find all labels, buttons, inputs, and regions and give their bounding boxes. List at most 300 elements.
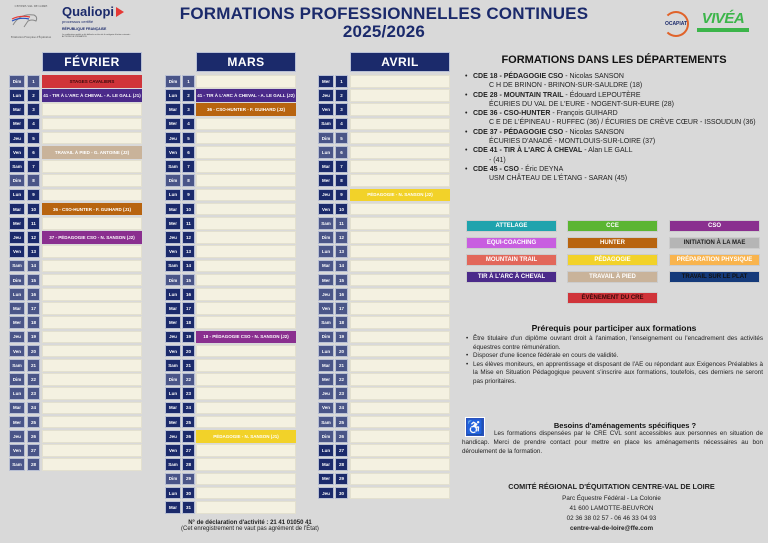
day-number: 21	[182, 359, 195, 372]
department-place: ÉCURIES D'ANADÉ - MONTLOUIS-SUR-LOIRE (37)	[489, 138, 656, 146]
accessibility-text: Les formations dispensées par le CRE CVL sont accessibles aux personnes en situation de handicap. Merci de prendre contact pour mettre en place les aménagements nécessaires au bon déroulement de la formation.	[462, 430, 763, 455]
day-number: 26	[27, 430, 40, 443]
day-name: Ven	[9, 245, 25, 258]
department-instructor: - François GUIHARD	[550, 110, 618, 118]
event-cell[interactable]: PÉDAGOGIE - N. SANSON (J1)	[196, 430, 296, 443]
day-number: 1	[182, 75, 195, 88]
day-number: 9	[335, 189, 348, 202]
day-name: Mar	[318, 160, 334, 173]
empty-cell	[350, 487, 450, 500]
day-name: Dim	[165, 473, 181, 486]
day-number: 9	[182, 189, 195, 202]
day-name: Lun	[165, 89, 181, 102]
empty-cell	[42, 103, 142, 116]
cre-logo	[10, 4, 52, 40]
empty-cell	[196, 203, 296, 216]
empty-cell	[42, 288, 142, 301]
department-item	[465, 128, 765, 147]
contact-city: 41 600 LAMOTTE-BEUVRON	[569, 505, 654, 512]
day-number: 20	[182, 345, 195, 358]
day-name: Sam	[318, 217, 334, 230]
day-name: Dim	[318, 132, 334, 145]
contact-block	[455, 482, 768, 534]
day-number: 7	[182, 160, 195, 173]
month-header: FÉVRIER	[42, 52, 142, 72]
day-name: Dim	[9, 274, 25, 287]
day-name: Jeu	[165, 132, 181, 145]
day-number: 20	[27, 345, 40, 358]
day-number: 3	[182, 103, 195, 116]
ocapiat-logo: OCAPIAT	[663, 11, 689, 37]
day-number: 19	[335, 331, 348, 344]
day-number: 25	[182, 416, 195, 429]
event-cell[interactable]: STAGES CAVALIERS	[42, 75, 142, 88]
day-number: 23	[182, 387, 195, 400]
day-name: Mar	[318, 260, 334, 273]
day-name: Ven	[165, 245, 181, 258]
empty-cell	[42, 458, 142, 471]
day-number: 8	[182, 174, 195, 187]
empty-cell	[42, 416, 142, 429]
day-number: 16	[335, 288, 348, 301]
empty-cell	[196, 444, 296, 457]
empty-cell	[42, 160, 142, 173]
day-name: Lun	[318, 345, 334, 358]
day-number: 3	[27, 103, 40, 116]
day-number: 22	[335, 373, 348, 386]
empty-cell	[42, 430, 142, 443]
empty-cell	[350, 387, 450, 400]
empty-cell	[350, 331, 450, 344]
day-name: Mar	[9, 203, 25, 216]
day-name: Lun	[165, 288, 181, 301]
day-number: 30	[335, 487, 348, 500]
day-name: Sam	[9, 260, 25, 273]
empty-cell	[350, 430, 450, 443]
qualiopi-arrow-icon	[116, 7, 124, 17]
vivea-bar	[697, 28, 749, 32]
day-name: Ven	[9, 444, 25, 457]
day-number: 18	[27, 316, 40, 329]
day-number: 17	[27, 302, 40, 315]
day-number: 22	[27, 373, 40, 386]
empty-cell	[350, 118, 450, 131]
day-number: 1	[27, 75, 40, 88]
day-name: Sam	[165, 458, 181, 471]
day-name: Jeu	[318, 288, 334, 301]
day-name: Jeu	[9, 331, 25, 344]
day-number: 21	[27, 359, 40, 372]
day-number: 11	[335, 217, 348, 230]
empty-cell	[42, 132, 142, 145]
day-number: 6	[27, 146, 40, 159]
empty-cell	[350, 473, 450, 486]
empty-cell	[196, 288, 296, 301]
day-name: Mer	[9, 316, 25, 329]
cre-logo-text: CENTRE-VAL DE LOIRE	[14, 4, 48, 8]
day-name: Sam	[9, 359, 25, 372]
day-name: Lun	[318, 444, 334, 457]
qualiopi-note: La certification qualité a été délivrée au titre de la catégorie d'action suivante : ACTIONS DE FORMATION	[62, 34, 131, 38]
empty-cell	[196, 75, 296, 88]
republique-text: RÉPUBLIQUE FRANÇAISE	[62, 27, 107, 31]
day-name: Sam	[9, 160, 25, 173]
day-name: Ven	[318, 302, 334, 315]
horse-logo-icon	[10, 9, 40, 29]
day-name: Jeu	[318, 89, 334, 102]
day-name: Mer	[165, 316, 181, 329]
day-number: 12	[335, 231, 348, 244]
day-name: Mar	[318, 458, 334, 471]
empty-cell	[350, 245, 450, 258]
qualiopi-text: Qualiopi	[62, 4, 114, 19]
empty-cell	[350, 231, 450, 244]
day-number: 5	[335, 132, 348, 145]
contact-org: COMITÉ RÉGIONAL D'ÉQUITATION CENTRE-VAL DE LOIRE	[508, 482, 715, 491]
day-number: 5	[27, 132, 40, 145]
empty-cell	[350, 260, 450, 273]
day-number: 28	[27, 458, 40, 471]
accessibility-title: Besoins d'aménagements spécifiques ?	[553, 421, 697, 430]
empty-cell	[350, 416, 450, 429]
empty-cell	[196, 174, 296, 187]
day-number: 6	[182, 146, 195, 159]
day-name: Sam	[165, 359, 181, 372]
department-course: CDE 18 - PÉDAGOGIE CSO	[473, 73, 564, 80]
day-name: Lun	[9, 189, 25, 202]
day-name: Lun	[9, 387, 25, 400]
day-number: 15	[182, 274, 195, 287]
day-name: Mar	[165, 501, 181, 514]
empty-cell	[196, 245, 296, 258]
empty-cell	[196, 118, 296, 131]
prerequisites-title: Prérequis pour participer aux formations	[531, 323, 697, 333]
day-number: 14	[182, 260, 195, 273]
empty-cell	[350, 302, 450, 315]
day-number: 26	[182, 430, 195, 443]
day-number: 23	[335, 387, 348, 400]
day-number: 8	[335, 174, 348, 187]
departments-list	[465, 72, 765, 184]
day-name: Lun	[165, 387, 181, 400]
empty-cell	[350, 103, 450, 116]
day-name: Ven	[318, 402, 334, 415]
day-name: Mer	[9, 416, 25, 429]
day-number: 15	[27, 274, 40, 287]
day-name: Mar	[165, 302, 181, 315]
day-number: 15	[335, 274, 348, 287]
day-name: Lun	[318, 245, 334, 258]
day-name: Dim	[9, 75, 25, 88]
department-instructor: - Éric DEYNA	[518, 165, 564, 173]
wheelchair-icon: ♿	[465, 417, 485, 437]
day-name: Dim	[165, 75, 181, 88]
day-number: 4	[335, 118, 348, 131]
empty-cell	[42, 359, 142, 372]
vivea-text: VIVÉA	[701, 10, 745, 27]
title-line2: 2025/2026	[342, 22, 426, 41]
empty-cell	[196, 402, 296, 415]
empty-cell	[196, 373, 296, 386]
empty-cell	[350, 444, 450, 457]
empty-cell	[196, 160, 296, 173]
empty-cell	[196, 302, 296, 315]
empty-cell	[350, 345, 450, 358]
day-number: 10	[27, 203, 40, 216]
day-number: 7	[335, 160, 348, 173]
event-cell[interactable]: 18 - PÉDAGOGIE CSO - N. SANSON (J2)	[196, 331, 296, 344]
day-number: 26	[335, 430, 348, 443]
day-name: Mer	[318, 274, 334, 287]
day-name: Jeu	[318, 387, 334, 400]
prerequisite-item: • Être titulaire d'un diplôme ouvrant droit à l'animation, l'enseignement ou l'encadrement des activités équestres contre rémunération.	[465, 335, 763, 352]
empty-cell	[350, 288, 450, 301]
day-number: 2	[182, 89, 195, 102]
empty-cell	[350, 274, 450, 287]
legend-item: EQUI-COACHING	[466, 237, 557, 249]
day-number: 19	[182, 331, 195, 344]
day-name: Ven	[165, 345, 181, 358]
day-name: Jeu	[165, 231, 181, 244]
empty-cell	[350, 373, 450, 386]
event-cell[interactable]: 37 - PÉDAGOGIE CSO - N. SANSON (J2)	[42, 231, 142, 244]
legend-item: ÉVÈNEMENT DU CRE	[567, 292, 658, 304]
event-cell[interactable]: 41 - TIR À L'ARC À CHEVAL - A. LE GALL (J2)	[196, 89, 296, 102]
day-number: 23	[27, 387, 40, 400]
day-name: Sam	[318, 416, 334, 429]
day-name: Ven	[9, 345, 25, 358]
day-number: 27	[27, 444, 40, 457]
empty-cell	[196, 345, 296, 358]
empty-cell	[196, 501, 296, 514]
day-name: Mer	[165, 217, 181, 230]
day-name: Mar	[318, 359, 334, 372]
day-name: Jeu	[9, 231, 25, 244]
empty-cell	[42, 444, 142, 457]
vivea-logo	[697, 10, 749, 38]
declaration	[150, 520, 350, 532]
department-place: ÉCURIES DU VAL DE L'EURE - NOGENT-SUR-EURE (28)	[489, 100, 674, 108]
empty-cell	[42, 387, 142, 400]
day-number: 18	[182, 316, 195, 329]
contact-address: Parc Équestre Fédéral - La Colonie	[562, 495, 661, 502]
event-cell[interactable]: TRAVAIL À PIED - G. ANTOINE (J2)	[42, 146, 142, 159]
day-name: Dim	[318, 331, 334, 344]
day-number: 30	[182, 487, 195, 500]
day-name: Jeu	[165, 430, 181, 443]
event-cell[interactable]: 41 - TIR À L'ARC À CHEVAL - A. LE GALL (J1)	[42, 89, 142, 102]
empty-cell	[196, 473, 296, 486]
day-number: 3	[335, 103, 348, 116]
day-number: 13	[335, 245, 348, 258]
department-place: C E DE L'ÉPINEAU - RUFFEC (36) / ÉCURIES DE CRÈVE CŒUR - ISSOUDUN (36)	[489, 119, 756, 127]
day-number: 8	[27, 174, 40, 187]
department-item	[465, 72, 765, 91]
day-number: 17	[182, 302, 195, 315]
day-name: Dim	[165, 174, 181, 187]
empty-cell	[42, 217, 142, 230]
day-number: 17	[335, 302, 348, 315]
day-number: 5	[182, 132, 195, 145]
day-number: 22	[182, 373, 195, 386]
legend-item: MOUNTAIN TRAIL	[466, 254, 557, 266]
empty-cell	[42, 345, 142, 358]
day-name: Mar	[9, 302, 25, 315]
day-number: 27	[335, 444, 348, 457]
empty-cell	[350, 458, 450, 471]
legend-item: CSO	[669, 220, 760, 232]
day-number: 6	[335, 146, 348, 159]
department-instructor: - Alan LE GALL	[582, 147, 633, 155]
legend-item: PRÉPARATION PHYSIQUE	[669, 254, 760, 266]
day-name: Dim	[9, 174, 25, 187]
day-number: 4	[27, 118, 40, 131]
day-number: 13	[182, 245, 195, 258]
day-number: 12	[27, 231, 40, 244]
legend-item: TIR À L'ARC À CHEVAL	[466, 271, 557, 283]
day-name: Lun	[165, 189, 181, 202]
contact-phone: 02 36 38 02 57 - 06 46 33 04 93	[566, 515, 657, 522]
day-number: 25	[335, 416, 348, 429]
declaration-note: (Cet enregistrement ne vaut pas agrément de l'État)	[181, 526, 319, 532]
day-number: 11	[27, 217, 40, 230]
departments-title: FORMATIONS DANS LES DÉPARTEMENTS	[501, 54, 727, 66]
day-name: Ven	[165, 444, 181, 457]
day-name: Jeu	[9, 132, 25, 145]
empty-cell	[196, 416, 296, 429]
day-name: Mer	[318, 473, 334, 486]
contact-email[interactable]: centre-val-de-loire@ffe.com	[569, 525, 654, 532]
empty-cell	[196, 387, 296, 400]
prerequisite-item: • Disposer d'une licence fédérale en cours de validité.	[465, 352, 763, 361]
event-cell[interactable]: 36 - CSO-HUNTER - F. GUIHARD (J1)	[42, 203, 142, 216]
day-name: Jeu	[318, 189, 334, 202]
empty-cell	[42, 331, 142, 344]
qualiopi-logo	[62, 4, 137, 38]
day-number: 10	[335, 203, 348, 216]
day-name: Mar	[165, 203, 181, 216]
empty-cell	[42, 373, 142, 386]
day-number: 24	[182, 402, 195, 415]
day-name: Mer	[318, 373, 334, 386]
empty-cell	[196, 487, 296, 500]
empty-cell	[196, 217, 296, 230]
day-name: Dim	[165, 373, 181, 386]
day-name: Mar	[9, 402, 25, 415]
legend-item: CCE	[567, 220, 658, 232]
day-number: 28	[335, 458, 348, 471]
day-name: Sam	[165, 160, 181, 173]
day-name: Jeu	[9, 430, 25, 443]
day-number: 11	[182, 217, 195, 230]
page-title	[140, 5, 628, 41]
day-number: 20	[335, 345, 348, 358]
day-number: 21	[335, 359, 348, 372]
department-course: CDE 37 - PÉDAGOGIE CSO	[473, 128, 564, 136]
day-number: 16	[182, 288, 195, 301]
day-number: 9	[27, 189, 40, 202]
day-name: Ven	[9, 146, 25, 159]
empty-cell	[350, 146, 450, 159]
empty-cell	[196, 274, 296, 287]
empty-cell	[350, 316, 450, 329]
day-name: Mer	[165, 118, 181, 131]
day-name: Lun	[9, 89, 25, 102]
day-name: Ven	[165, 146, 181, 159]
day-name: Mer	[318, 174, 334, 187]
day-name: Mer	[318, 75, 334, 88]
legend-item: TRAVAIL SUR LE PLAT	[669, 271, 760, 283]
department-item	[465, 165, 765, 184]
empty-cell	[42, 274, 142, 287]
prerequisite-item: • Les élèves moniteurs, en apprentissage et disposant de l'AE ou répondant aux Exigences Préalables à la Mise en Situation Pédagogique peuvent s'inscrire aux formations, toutefois, ces derniers ne seront pas prioritaires.	[465, 361, 763, 387]
legend-item: TRAVAIL À PIED	[567, 271, 658, 283]
day-name: Sam	[165, 260, 181, 273]
day-number: 16	[27, 288, 40, 301]
department-course: CDE 41 - TIR À L'ARC À CHEVAL	[473, 147, 583, 155]
event-cell[interactable]: PÉDAGOGIE - N. SANSON (J2)	[350, 189, 450, 202]
day-number: 13	[27, 245, 40, 258]
legend-item: PÉDAGOGIE	[567, 254, 658, 266]
empty-cell	[42, 189, 142, 202]
day-number: 18	[335, 316, 348, 329]
department-place: USM CHÂTEAU DE L'ÉTANG - SARAN (45)	[489, 175, 628, 183]
day-number: 2	[27, 89, 40, 102]
empty-cell	[350, 203, 450, 216]
day-number: 10	[182, 203, 195, 216]
day-name: Dim	[9, 373, 25, 386]
day-number: 14	[335, 260, 348, 273]
day-number: 31	[182, 501, 195, 514]
day-number: 19	[27, 331, 40, 344]
department-item	[465, 109, 765, 128]
day-name: Lun	[318, 146, 334, 159]
day-number: 25	[27, 416, 40, 429]
department-instructor: - Édouard LEPOUTÈRE	[563, 91, 641, 99]
empty-cell	[196, 260, 296, 273]
prerequisites-list	[465, 335, 763, 387]
empty-cell	[42, 174, 142, 187]
event-cell[interactable]: 36 - CSO-HUNTER - F. GUIHARD (J2)	[196, 103, 296, 116]
empty-cell	[350, 132, 450, 145]
department-course: CDE 45 - CSO	[473, 165, 519, 173]
day-name: Mar	[9, 103, 25, 116]
day-name: Mer	[9, 217, 25, 230]
day-name: Mar	[165, 402, 181, 415]
legend-item: HUNTER	[567, 237, 658, 249]
department-course: CDE 28 - MOUNTAIN TRAIL	[473, 91, 564, 99]
day-number: 24	[27, 402, 40, 415]
day-number: 27	[182, 444, 195, 457]
day-number: 7	[27, 160, 40, 173]
declaration-number: N° de déclaration d'activité : 21 41 01050 41	[188, 520, 312, 526]
day-number: 1	[335, 75, 348, 88]
empty-cell	[42, 402, 142, 415]
empty-cell	[196, 458, 296, 471]
day-name: Mer	[9, 118, 25, 131]
empty-cell	[350, 174, 450, 187]
department-item	[465, 146, 765, 165]
empty-cell	[196, 189, 296, 202]
empty-cell	[196, 359, 296, 372]
empty-cell	[42, 260, 142, 273]
day-name: Sam	[318, 118, 334, 131]
day-name: Mar	[165, 103, 181, 116]
empty-cell	[350, 160, 450, 173]
day-name: Dim	[318, 430, 334, 443]
day-name: Lun	[165, 487, 181, 500]
department-place: - (41)	[489, 156, 506, 164]
